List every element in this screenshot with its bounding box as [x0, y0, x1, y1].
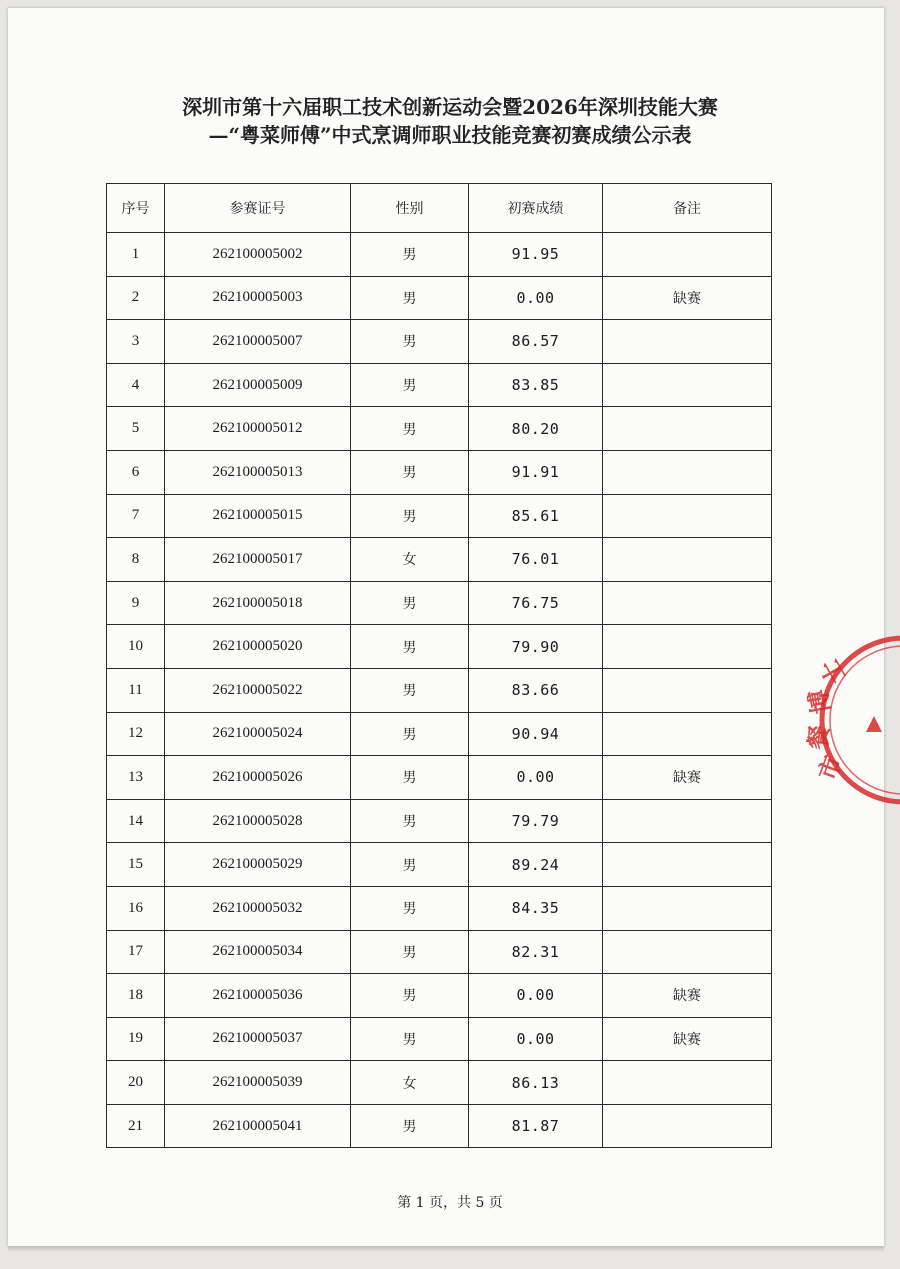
cell-gender: 男	[351, 320, 469, 364]
cell-note: 缺赛	[603, 756, 772, 800]
cell-entry-id: 262100005041	[165, 1104, 351, 1148]
cell-entry-id: 262100005012	[165, 407, 351, 451]
cell-index: 15	[107, 843, 165, 887]
cell-index: 21	[107, 1104, 165, 1148]
cell-gender: 男	[351, 450, 469, 494]
cell-note: 缺赛	[603, 974, 772, 1018]
cell-index: 13	[107, 756, 165, 800]
table-row	[107, 886, 772, 930]
cell-index: 11	[107, 668, 165, 712]
cell-score: 76.01	[469, 538, 603, 582]
cell-gender: 男	[351, 494, 469, 538]
cell-score: 85.61	[469, 494, 603, 538]
cell-entry-id: 262100005022	[165, 668, 351, 712]
table-row	[107, 363, 772, 407]
cell-index: 14	[107, 799, 165, 843]
table-row	[107, 1017, 772, 1061]
cell-note	[603, 625, 772, 669]
official-seal	[803, 632, 882, 808]
cell-score: 90.94	[469, 712, 603, 756]
cell-note	[603, 538, 772, 582]
table-row	[107, 799, 772, 843]
cell-gender: 男	[351, 1017, 469, 1061]
table-header-row	[107, 184, 772, 233]
cell-gender: 男	[351, 930, 469, 974]
cell-note: 缺赛	[603, 276, 772, 320]
cell-gender: 男	[351, 886, 469, 930]
table-row	[107, 668, 772, 712]
cell-score: 86.13	[469, 1061, 603, 1105]
cell-note	[603, 886, 772, 930]
table-row	[107, 756, 772, 800]
cell-score: 76.75	[469, 581, 603, 625]
cell-score: 89.24	[469, 843, 603, 887]
cell-gender: 男	[351, 233, 469, 277]
cell-gender: 男	[351, 625, 469, 669]
cell-entry-id: 262100005020	[165, 625, 351, 669]
cell-entry-id: 262100005007	[165, 320, 351, 364]
cell-note	[603, 363, 772, 407]
cell-gender: 男	[351, 974, 469, 1018]
cell-score: 81.87	[469, 1104, 603, 1148]
cell-note	[603, 930, 772, 974]
cell-index: 4	[107, 363, 165, 407]
table-body	[107, 233, 772, 1148]
cell-score: 83.66	[469, 668, 603, 712]
cell-note	[603, 494, 772, 538]
cell-index: 9	[107, 581, 165, 625]
svg-text:餐: 餐	[803, 724, 835, 751]
table-row	[107, 320, 772, 364]
cell-index: 17	[107, 930, 165, 974]
cell-gender: 男	[351, 407, 469, 451]
table-row	[107, 974, 772, 1018]
table-row	[107, 712, 772, 756]
cell-index: 1	[107, 233, 165, 277]
cell-gender: 男	[351, 1104, 469, 1148]
seal-stamp-graphic	[803, 638, 900, 802]
cell-score: 0.00	[469, 756, 603, 800]
table-row	[107, 407, 772, 451]
cell-note: 缺赛	[603, 1017, 772, 1061]
cell-entry-id: 262100005037	[165, 1017, 351, 1061]
cell-note	[603, 581, 772, 625]
document-title-line-1: 深圳市第十六届职工技术创新运动会暨2026年深圳技能大赛	[182, 95, 718, 119]
cell-entry-id: 262100005039	[165, 1061, 351, 1105]
cell-entry-id: 262100005002	[165, 233, 351, 277]
cell-entry-id: 262100005015	[165, 494, 351, 538]
cell-index: 19	[107, 1017, 165, 1061]
cell-gender: 男	[351, 843, 469, 887]
cell-index: 3	[107, 320, 165, 364]
cell-score: 91.95	[469, 233, 603, 277]
cell-gender: 男	[351, 756, 469, 800]
cell-score: 79.79	[469, 799, 603, 843]
cell-index: 12	[107, 712, 165, 756]
svg-text:博: 博	[803, 687, 836, 716]
cell-index: 8	[107, 538, 165, 582]
cell-score: 80.20	[469, 407, 603, 451]
document-title-line-2: —“粤菜师傅”中式烹调师职业技能竞赛初赛成绩公示表	[208, 123, 692, 147]
cell-gender: 男	[351, 276, 469, 320]
cell-note	[603, 450, 772, 494]
cell-entry-id: 262100005036	[165, 974, 351, 1018]
table-row	[107, 450, 772, 494]
cell-note	[603, 843, 772, 887]
cell-entry-id: 262100005013	[165, 450, 351, 494]
cell-note	[603, 712, 772, 756]
cell-index: 6	[107, 450, 165, 494]
table-row	[107, 930, 772, 974]
cell-entry-id: 262100005003	[165, 276, 351, 320]
table-row	[107, 233, 772, 277]
cell-score: 82.31	[469, 930, 603, 974]
table-row	[107, 1104, 772, 1148]
cell-index: 2	[107, 276, 165, 320]
cell-gender: 男	[351, 712, 469, 756]
cell-index: 5	[107, 407, 165, 451]
header-note: 备注	[603, 184, 772, 233]
cell-entry-id: 262100005034	[165, 930, 351, 974]
svg-text:士: 士	[814, 654, 852, 690]
cell-score: 0.00	[469, 1017, 603, 1061]
page-footer: 第 1 页，共 5 页	[397, 1195, 503, 1211]
table-row	[107, 276, 772, 320]
cell-score: 79.90	[469, 625, 603, 669]
cell-gender: 女	[351, 1061, 469, 1105]
table-row	[107, 581, 772, 625]
table-row	[107, 538, 772, 582]
cell-entry-id: 262100005028	[165, 799, 351, 843]
cell-note	[603, 1104, 772, 1148]
cell-note	[603, 233, 772, 277]
table-row	[107, 843, 772, 887]
cell-score: 0.00	[469, 276, 603, 320]
cell-entry-id: 262100005017	[165, 538, 351, 582]
header-gender: 性别	[351, 184, 469, 233]
cell-score: 0.00	[469, 974, 603, 1018]
header-score: 初赛成绩	[469, 184, 603, 233]
cell-score: 86.57	[469, 320, 603, 364]
cell-note	[603, 320, 772, 364]
cell-entry-id: 262100005032	[165, 886, 351, 930]
cell-score: 91.91	[469, 450, 603, 494]
cell-entry-id: 262100005009	[165, 363, 351, 407]
cell-note	[603, 1061, 772, 1105]
cell-gender: 女	[351, 538, 469, 582]
cell-note	[603, 668, 772, 712]
cell-note	[603, 407, 772, 451]
cell-index: 16	[107, 886, 165, 930]
cell-index: 20	[107, 1061, 165, 1105]
results-table	[106, 183, 772, 1148]
cell-index: 10	[107, 625, 165, 669]
table-row	[107, 625, 772, 669]
cell-index: 18	[107, 974, 165, 1018]
header-index: 序号	[107, 184, 165, 233]
cell-entry-id: 262100005026	[165, 756, 351, 800]
header-entry-id: 参赛证号	[165, 184, 351, 233]
cell-entry-id: 262100005018	[165, 581, 351, 625]
cell-entry-id: 262100005024	[165, 712, 351, 756]
cell-score: 83.85	[469, 363, 603, 407]
cell-entry-id: 262100005029	[165, 843, 351, 887]
cell-note	[603, 799, 772, 843]
page-edge-shadow	[8, 1246, 884, 1252]
svg-text:市: 市	[812, 751, 848, 785]
cell-index: 7	[107, 494, 165, 538]
cell-gender: 男	[351, 363, 469, 407]
cell-gender: 男	[351, 581, 469, 625]
cell-gender: 男	[351, 668, 469, 712]
cell-gender: 男	[351, 799, 469, 843]
cell-score: 84.35	[469, 886, 603, 930]
table-row	[107, 1061, 772, 1105]
table-row	[107, 494, 772, 538]
